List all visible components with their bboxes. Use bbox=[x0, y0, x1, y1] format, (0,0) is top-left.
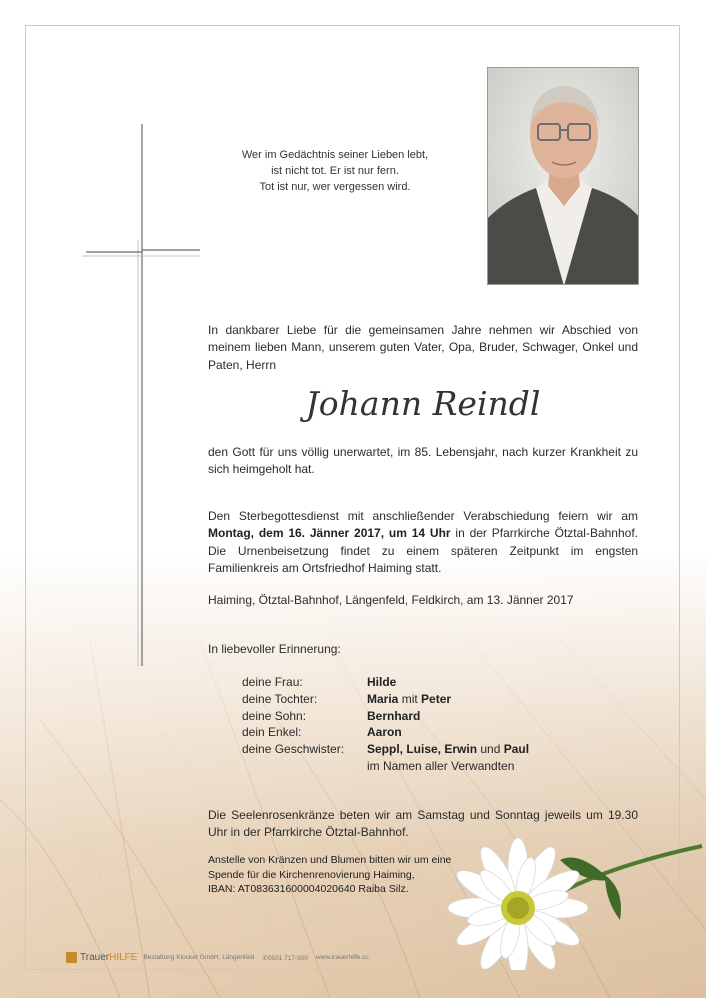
footer-company: Bestattung Klocker GmbH, Längenfeld bbox=[143, 954, 255, 961]
family-name: Paul bbox=[503, 742, 530, 757]
family-list bbox=[242, 674, 529, 775]
footer-logo bbox=[80, 952, 137, 963]
logo-part: HILFE bbox=[109, 952, 138, 963]
service-date: Montag, dem 16. Jänner 2017, um 14 Uhr bbox=[208, 526, 451, 541]
rosary-text: Die Seelenrosenkränze beten wir am Samstag und Sonntag jeweils um 19.30 Uhr in der Pfarrkirche Ötztal-Bahnhof. bbox=[208, 808, 638, 840]
donation-line: IBAN: AT083631600004020640 Raiba Silz. bbox=[208, 883, 409, 895]
family-name: Seppl, Luise, Erwin bbox=[367, 742, 478, 757]
relatives-text: im Namen aller Verwandten bbox=[367, 758, 515, 773]
place-date: Haiming, Ötztal-Bahnhof, Längenfeld, Feldkirch, am 13. Jänner 2017 bbox=[208, 593, 574, 607]
daisy-flower-icon bbox=[410, 820, 706, 970]
family-join: mit bbox=[398, 691, 422, 706]
relation-label: deine Tochter: bbox=[242, 691, 318, 706]
footer-phone: ✆0501 717-500 bbox=[262, 954, 308, 962]
motto-line: ist nicht tot. Er ist nur fern. bbox=[271, 165, 399, 177]
family-row-son bbox=[242, 708, 529, 725]
death-notice-text: den Gott für uns völlig unerwartet, im 85. Lebensjahr, nach kurzer Krankheit zu sich heimgeholt hat. bbox=[208, 445, 638, 477]
footer bbox=[66, 952, 377, 963]
portrait-photo bbox=[487, 67, 639, 285]
relation-label: deine Geschwister: bbox=[242, 742, 345, 757]
family-row-daughter bbox=[242, 691, 529, 708]
service-text bbox=[208, 508, 638, 578]
family-row-grandchild bbox=[242, 724, 529, 741]
deceased-name: Johann Reindl bbox=[305, 384, 541, 423]
family-name: Hilde bbox=[367, 675, 397, 689]
relation-label: deine Frau: bbox=[242, 675, 303, 689]
family-name: Bernhard bbox=[367, 708, 421, 723]
service-part2: in der Pfarrkirche Ötztal-Bahnhof. Die Urnenbeisetzung findet zu einem späteren Zeitpunkt im engsten Familienkreis am Ortsfriedhof Haiming statt. bbox=[208, 526, 638, 576]
donation-line: Spende für die Kirchenrenovierung Haiming, bbox=[208, 868, 415, 881]
motto-line: Wer im Gedächtnis seiner Lieben lebt, bbox=[241, 149, 429, 161]
family-row-relatives bbox=[242, 758, 529, 775]
motto-line: Tot ist nur, wer vergessen wird. bbox=[259, 181, 411, 193]
logo-part: Trauer bbox=[80, 952, 110, 963]
family-name: Peter bbox=[421, 691, 452, 706]
family-name: Maria bbox=[367, 691, 399, 706]
relation-label: dein Enkel: bbox=[242, 725, 302, 740]
family-row-siblings bbox=[242, 741, 529, 758]
trauerhilfe-logo-icon bbox=[66, 952, 77, 963]
family-name: Aaron bbox=[367, 725, 402, 740]
service-part1: Den Sterbegottesdienst mit anschließender Verabschiedung feiern wir am bbox=[208, 509, 638, 523]
intro-text: In dankbarer Liebe für die gemeinsamen Jahre nehmen wir Abschied von meinem lieben Mann, unserem guten Vater, Opa, Bruder, Schwager, Onkel und Paten, Herrn bbox=[208, 323, 638, 372]
motto-quote bbox=[230, 147, 440, 195]
footer-web: www.trauerhilfe.cc bbox=[315, 954, 369, 961]
family-join: und bbox=[477, 742, 504, 757]
family-row-wife bbox=[242, 674, 529, 691]
cross-icon bbox=[80, 120, 205, 670]
donation-line: Anstelle von Kränzen und Blumen bitten wir um eine bbox=[208, 854, 452, 866]
portrait-illustration bbox=[488, 68, 639, 285]
relation-label: deine Sohn: bbox=[242, 708, 307, 723]
memory-heading: In liebevoller Erinnerung: bbox=[208, 642, 341, 656]
